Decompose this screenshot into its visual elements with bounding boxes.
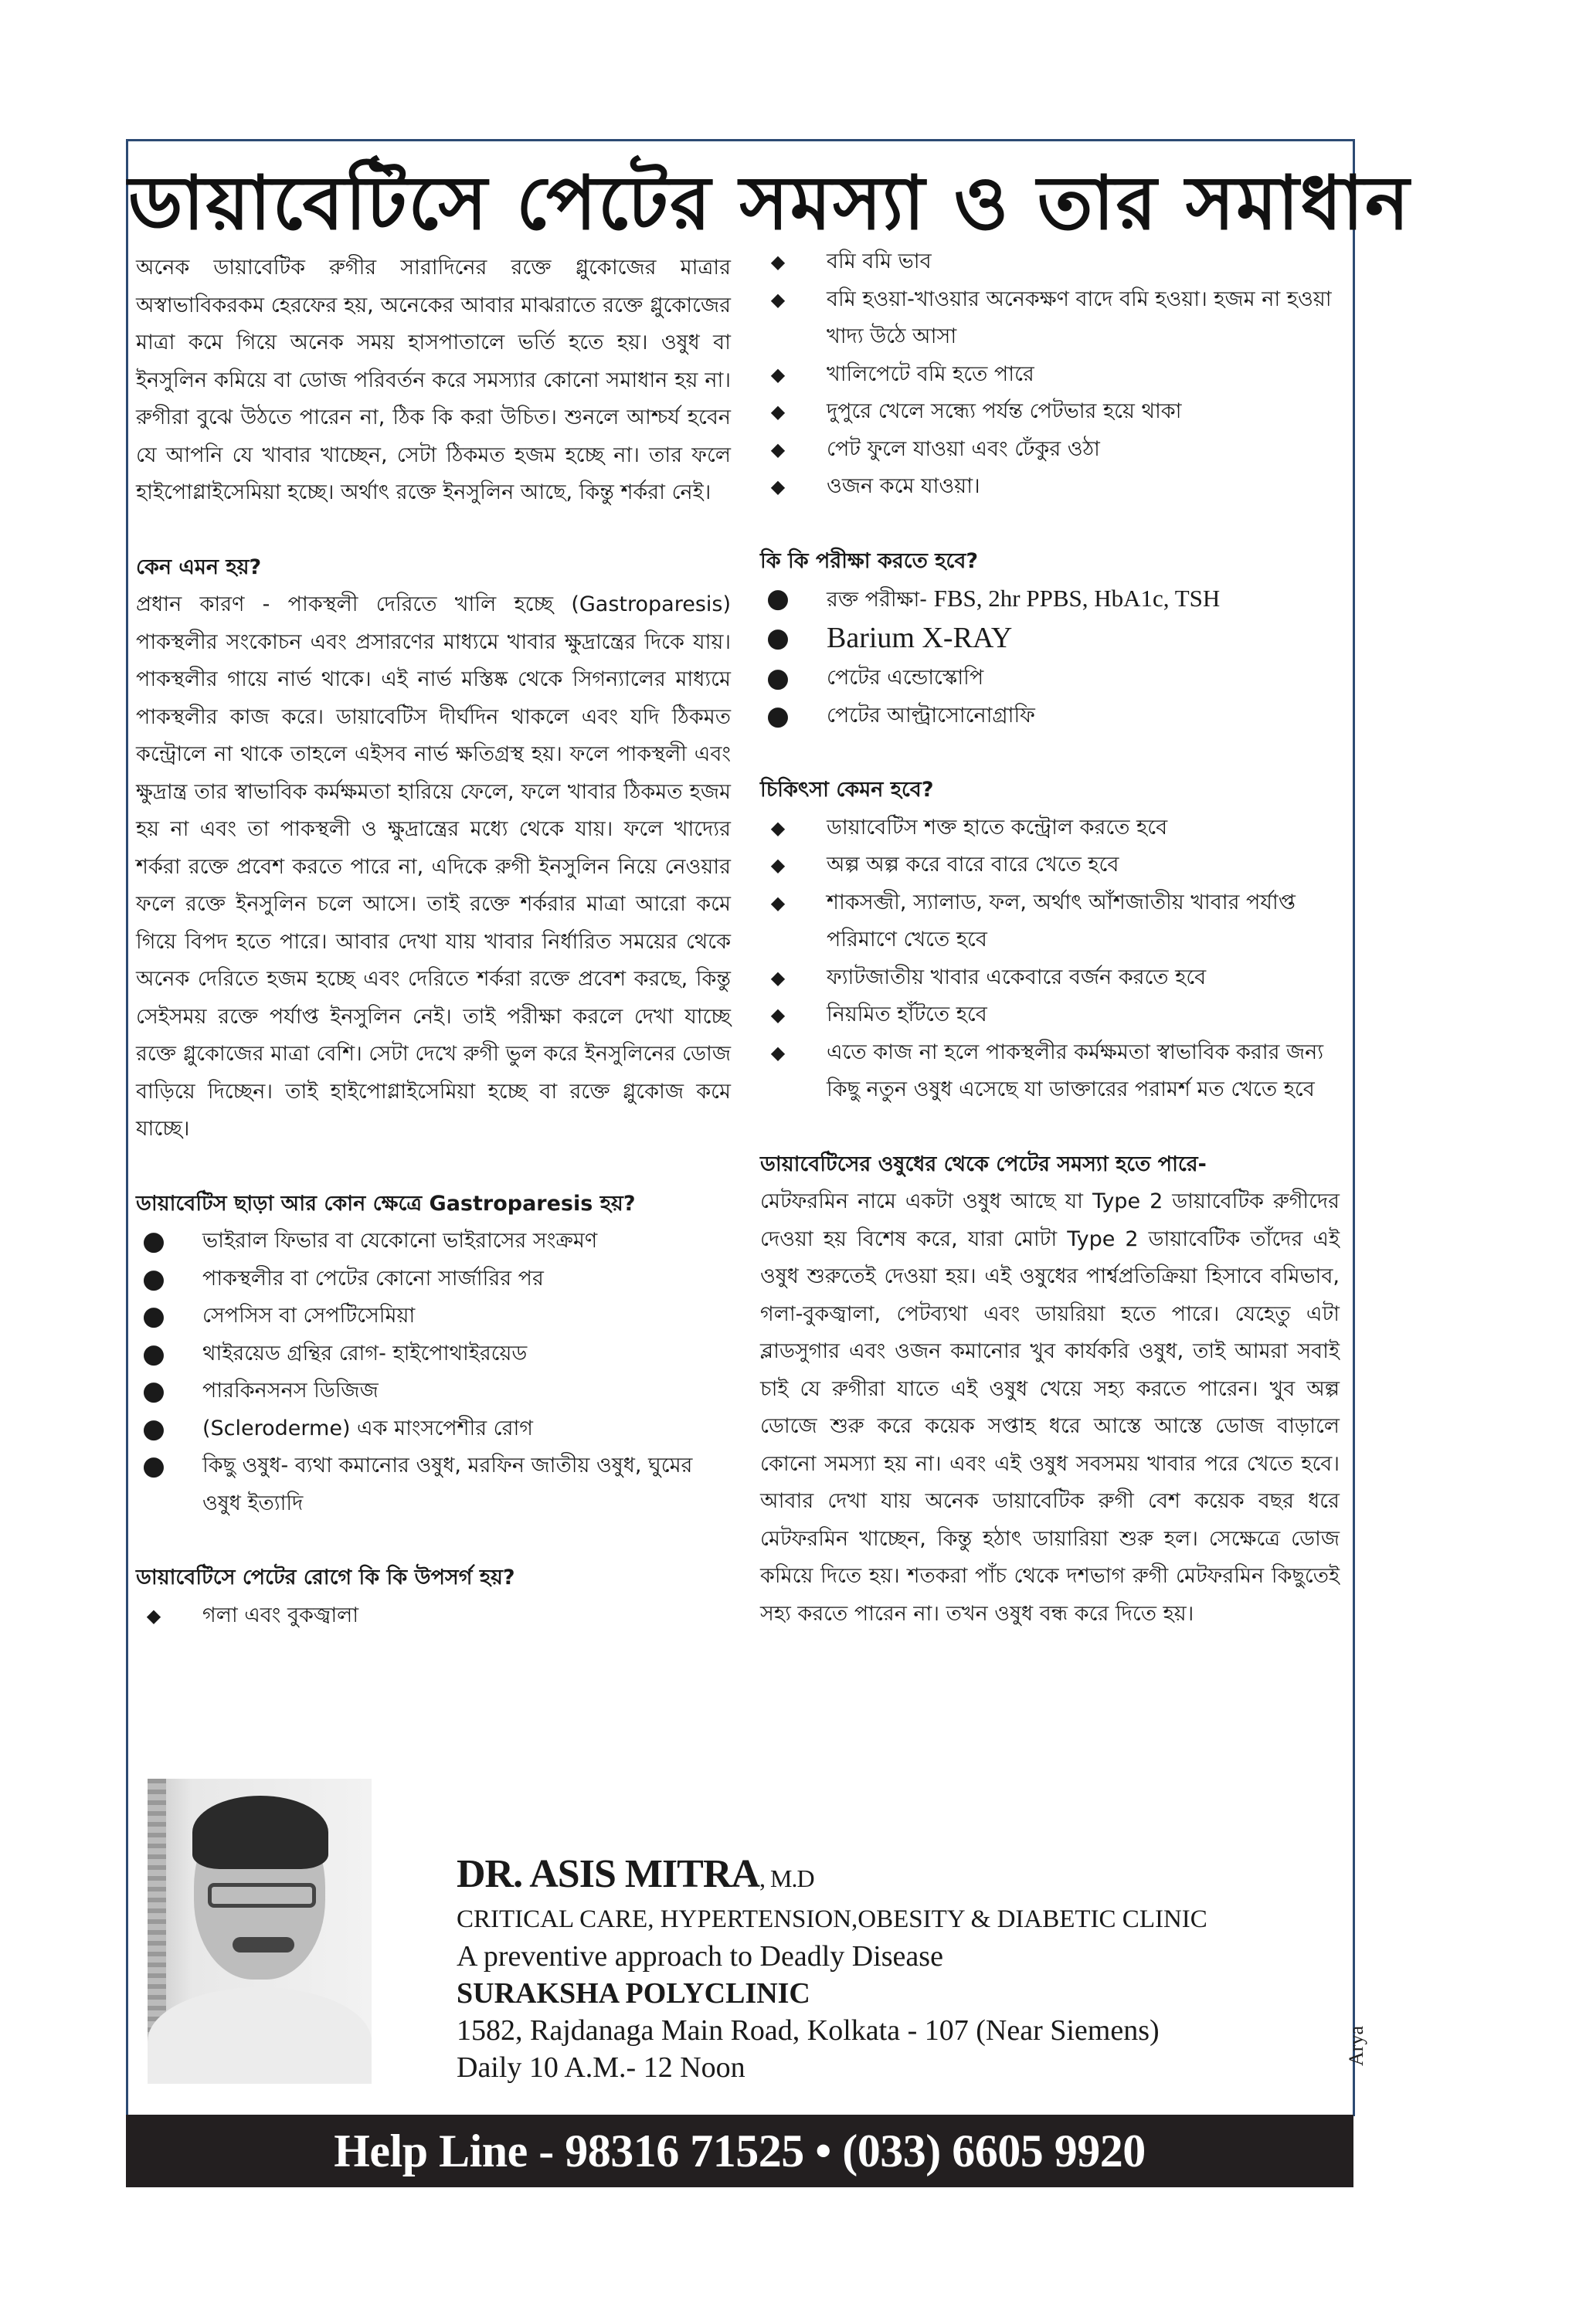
list-item: ◆ এতে কাজ না হলে পাকস্থলীর কর্মক্ষমতা স্বাভাবিক করার জন্য কিছু নতুন ওষুধ এসেছে যা ডাক্তারের পরামর্শ মত খেতে হবে — [760, 1034, 1340, 1109]
helpline-banner: Help Line - 98316 71525 • (033) 6605 9920 — [126, 2115, 1353, 2187]
article-frame — [126, 139, 1411, 2116]
list-item: ● পাকস্থলীর বা পেটের কোনো সার্জারির পর — [136, 1260, 731, 1298]
bullet-dot-icon: ● — [142, 1263, 165, 1294]
list-item: ● রক্ত পরীক্ষা- FBS, 2hr PPBS, HbA1c, TSH — [760, 580, 1340, 619]
medication-paragraph: মেটফরমিন নামে একটা ওষুধ আছে যা Type 2 ডায়াবেটিক রুগীদের দেওয়া হয় বিশেষ করে, যারা মোটা Type 2 ডায়াবেটিক তাঁদের এই ওষুধ শুরুতেই দেওয়া হয়। এই ওষুধের পার্শ্বপ্রতিক্রিয়া হিসাবে বমিভাব, গলা-বুকজ্বালা, পেটব্যথা এবং ডায়রিয়া হতে পারে। যেহেতু এটা ব্লাডসুগার এবং ওজন কমানোর খুব কার্যকরি ওষুধ, তাই আমরা সবাই চাই যে রুগীরা যাতে এই ওষুধ খেয়ে সহ্য করতে পারেন। খুব অল্প ডোজে শুরু করে কয়েক সপ্তাহ ধরে আস্তে আস্তে ডোজ বাড়ালে কোনো সমস্যা হয় না। এবং এই ওষুধ সবসময় খাবার পরে খেতে হবে। আবার দেখা যায় অনেক ডায়াবেটিক রুগী বেশ কয়েক বছর ধরে মেটফরমিন খাচ্ছেন, কিন্তু হঠাৎ ডায়ারিয়া শুরু হল। সেক্ষেত্রে ডোজ কমিয়ে দিতে হয়। শতকরা পাঁচ থেকে দশভাগ রুগী মেটফরমিন কিছুতেই সহ্য করতে পারেন না। তখন ওষুধ বন্ধ করে দিতে হয়। — [760, 1189, 1340, 1626]
doctor-tagline: A preventive approach to Deadly Disease — [457, 1940, 943, 1973]
doctor-info — [457, 1852, 1207, 2086]
list-item: ◆ দুপুরে খেলে সন্ধ্যে পর্যন্ত পেটভার হয়ে থাকা — [760, 393, 1340, 431]
list-item: ◆ শাকসব্জী, স্যালাড, ফল, অর্থাৎ আঁশজাতীয় খাবার পর্যাপ্ত পরিমাণে খেতে হবে — [760, 884, 1340, 959]
list-item: ◆ ডায়াবেটিস শক্ত হাতে কন্ট্রোল করতে হবে — [760, 809, 1340, 847]
list-item: ● সেপসিস বা সেপটিসেমিয়া — [136, 1298, 731, 1335]
list-item: ● Barium X-RAY — [760, 619, 1340, 660]
list-item: ● পেটের এন্ডোস্কোপি — [760, 660, 1340, 697]
bullet-dot-icon: ● — [142, 1450, 165, 1481]
doctor-name: DR. ASIS MITRA, M.D — [457, 1852, 814, 1896]
symptoms-list-part1 — [136, 1597, 731, 1635]
why-paragraph: প্রধান কারণ - পাকস্থলী দেরিতে খালি হচ্ছে (Gastroparesis) পাকস্থলীর সংকোচন এবং প্রসারণের মাধ্যমে খাবার ক্ষুদ্রান্ত্রের দিকে যায়। পাকস্থলীর গায়ে নার্ভ থাকে। এই নার্ভ মস্তিষ্ক থেকে সিগন্যালের মাধ্যমে পাকস্থলীর কাজ করে। ডায়াবেটিস দীর্ঘদিন থাকলে এবং যদি ঠিকমত কন্ট্রোলে না থাকে তাহলে এইসব নার্ভ ক্ষতিগ্রস্থ হয়। ফলে পাকস্থলী এবং ক্ষুদ্রান্ত্র তার স্বাভাবিক কর্মক্ষমতা হারিয়ে ফেলে, ফলে খাবার ঠিকমত হজম হয় না এবং তা পাকস্থলী ও ক্ষুদ্রান্ত্রের মধ্যে থেকে যায়। ফলে খাদ্যের শর্করা রক্তে প্রবেশ করতে পারে না, এদিকে রুগী ইনসুলিন নিয়ে নেওয়ার ফলে রক্তে ইনসুলিন চলে আসে। তাই রক্তে শর্করার মাত্রা আরো কমে গিয়ে বিপদ হতে পারে। আবার দেখা যায় খাবার নির্ধারিত সময়ের থেকে অনেক দেরিতে হজম হচ্ছে এবং দেরিতে শর্করা রক্তে প্রবেশ করছে, কিন্তু সেইসময় রক্তে পর্যাপ্ত ইনসুলিন নেই। তাই পরীক্ষা করলে দেখা যাচ্ছে রক্তে গ্লুকোজের মাত্রা বেশি। সেটা দেখে রুগী ভুল করে ইনসুলিনের ডোজ বাড়িয়ে দিচ্ছেন। তাই হাইপোগ্লাইসেমিয়া হচ্ছে বা রক্তে গ্লুকোজ কমে যাচ্ছে। — [136, 592, 731, 1141]
list-item: ● থাইরয়েড গ্রন্থির রোগ- হাইপোথাইরয়েড — [136, 1335, 731, 1373]
article-title: ডায়াবেটিসে পেটের সমস্যা ও তার সমাধান — [128, 160, 1411, 246]
doctor-section — [148, 1779, 1345, 2095]
clinic-address: 1582, Rajdanaga Main Road, Kolkata - 107 (Near Siemens) — [457, 2014, 1160, 2047]
bullet-dot-icon: ● — [142, 1301, 165, 1332]
list-item: ◆ খালিপেটে বমি হতে পারে — [760, 356, 1340, 394]
medication-heading: ডায়াবেটিসের ওষুধের থেকে পেটের সমস্যা হতে পারে- — [760, 1152, 1207, 1176]
list-item: ◆ ওজন কমে যাওয়া। — [760, 468, 1340, 506]
bullet-dot-icon: ● — [142, 1226, 165, 1257]
bullet-diamond-icon: ◆ — [770, 966, 786, 989]
doctor-degree: , M.D — [759, 1864, 814, 1892]
list-item: ● ভাইরাল ফিভার বা যেকোনো ভাইরাসের সংক্রমণ — [136, 1223, 731, 1260]
bullet-diamond-icon: ◆ — [770, 1041, 786, 1064]
bullet-diamond-icon: ◆ — [770, 438, 786, 460]
why-heading: কেন এমন হয়? — [136, 555, 262, 579]
list-item: ◆ অল্প অল্প করে বারে বারে খেতে হবে — [760, 846, 1340, 884]
treatment-heading: চিকিৎসা কেমন হবে? — [760, 778, 934, 802]
list-item: ● পেটের আল্ট্রাসোনোগ্রাফি — [760, 697, 1340, 735]
list-item: ◆ ফ্যাটজাতীয় খাবার একেবারে বর্জন করতে হবে — [760, 959, 1340, 997]
clinic-name: SURAKSHA POLYCLINIC — [457, 1977, 810, 2010]
list-item: ◆ নিয়মিত হাঁটতে হবে — [760, 996, 1340, 1034]
list-item: ◆ গলা এবং বুকজ্বালা — [136, 1597, 731, 1635]
other-causes-heading: ডায়াবেটিস ছাড়া আর কোন ক্ষেত্রে Gastroparesis হয়? — [136, 1191, 636, 1216]
list-item: ◆ পেট ফুলে যাওয়া এবং ঢেঁকুর ওঠা — [760, 431, 1340, 469]
list-item: ● (Scleroderme) এক মাংসপেশীর রোগ — [136, 1410, 731, 1448]
bullet-diamond-icon: ◆ — [770, 401, 786, 422]
doctor-photo — [148, 1779, 372, 2084]
other-causes-list — [136, 1223, 731, 1522]
bullet-dot-icon: ● — [766, 700, 790, 731]
bullet-diamond-icon: ◆ — [146, 1604, 161, 1627]
designer-credit: Arya — [1345, 2026, 1367, 2066]
bullet-diamond-icon: ◆ — [770, 854, 786, 876]
bullet-dot-icon: ● — [766, 583, 790, 614]
bullet-dot-icon: ● — [142, 1338, 165, 1369]
bullet-dot-icon: ● — [142, 1413, 165, 1444]
bullet-diamond-icon: ◆ — [770, 476, 786, 497]
bullet-dot-icon: ● — [766, 622, 790, 653]
left-column — [136, 249, 731, 1634]
symptoms-list-part2 — [760, 243, 1340, 506]
list-item: ● কিছু ওষুধ- ব্যথা কমানোর ওষুধ, মরফিন জাতীয় ওষুধ, ঘুমের ওষুধ ইত্যাদি — [136, 1447, 731, 1522]
symptoms-heading: ডায়াবেটিসে পেটের রোগে কি কি উপসর্গ হয়? — [136, 1566, 515, 1589]
bullet-diamond-icon: ◆ — [770, 1004, 786, 1026]
bullet-dot-icon: ● — [142, 1376, 165, 1406]
intro-paragraph: অনেক ডায়াবেটিক রুগীর সারাদিনের রক্তে গ্লুকোজের মাত্রার অস্বাভাবিকরকম হেরফের হয়, অনেকের আবার মাঝরাতে রক্তে গ্লুকোজের মাত্রা কমে গিয়ে অনেক সময় হাসপাতালে ভর্তি হতে হয়। ওষুধ বা ইনসুলিন কমিয়ে বা ডোজ পরিবর্তন করে সমস্যার কোনো সমাধান হয় না। রুগীরা বুঝে উঠতে পারেন না, ঠিক কি করা উচিত। শুনলে আশ্চর্য হবেন যে আপনি যে খাবার খাচ্ছেন, সেটা ঠিকমত হজম হচ্ছে না। তার ফলে হাইপোগ্লাইসেমিয়া হচ্ছে। অর্থাৎ রক্তে ইনসুলিন আছে, কিন্তু শর্করা নেই। — [136, 256, 731, 504]
bullet-diamond-icon: ◆ — [770, 363, 786, 385]
bullet-diamond-icon: ◆ — [770, 816, 786, 839]
clinic-hours: Daily 10 A.M.- 12 Noon — [457, 2051, 745, 2084]
bullet-diamond-icon: ◆ — [770, 251, 786, 273]
right-column — [760, 243, 1340, 1633]
doctor-specialty: CRITICAL CARE, HYPERTENSION,OBESITY & DIABETIC CLINIC — [457, 1905, 1207, 1933]
bullet-dot-icon: ● — [766, 663, 790, 694]
treatment-list — [760, 809, 1340, 1109]
tests-heading: কি কি পরীক্ষা করতে হবে? — [760, 548, 979, 573]
bullet-diamond-icon: ◆ — [770, 288, 786, 310]
list-item: ● পারকিনসনস ডিজিজ — [136, 1372, 731, 1410]
bullet-diamond-icon: ◆ — [770, 891, 786, 914]
list-item: ◆ বমি বমি ভাব — [760, 243, 1340, 281]
tests-list — [760, 580, 1340, 735]
list-item: ◆ বমি হওয়া-খাওয়ার অনেকক্ষণ বাদে বমি হওয়া। হজম না হওয়া খাদ্য উঠে আসা — [760, 281, 1340, 356]
